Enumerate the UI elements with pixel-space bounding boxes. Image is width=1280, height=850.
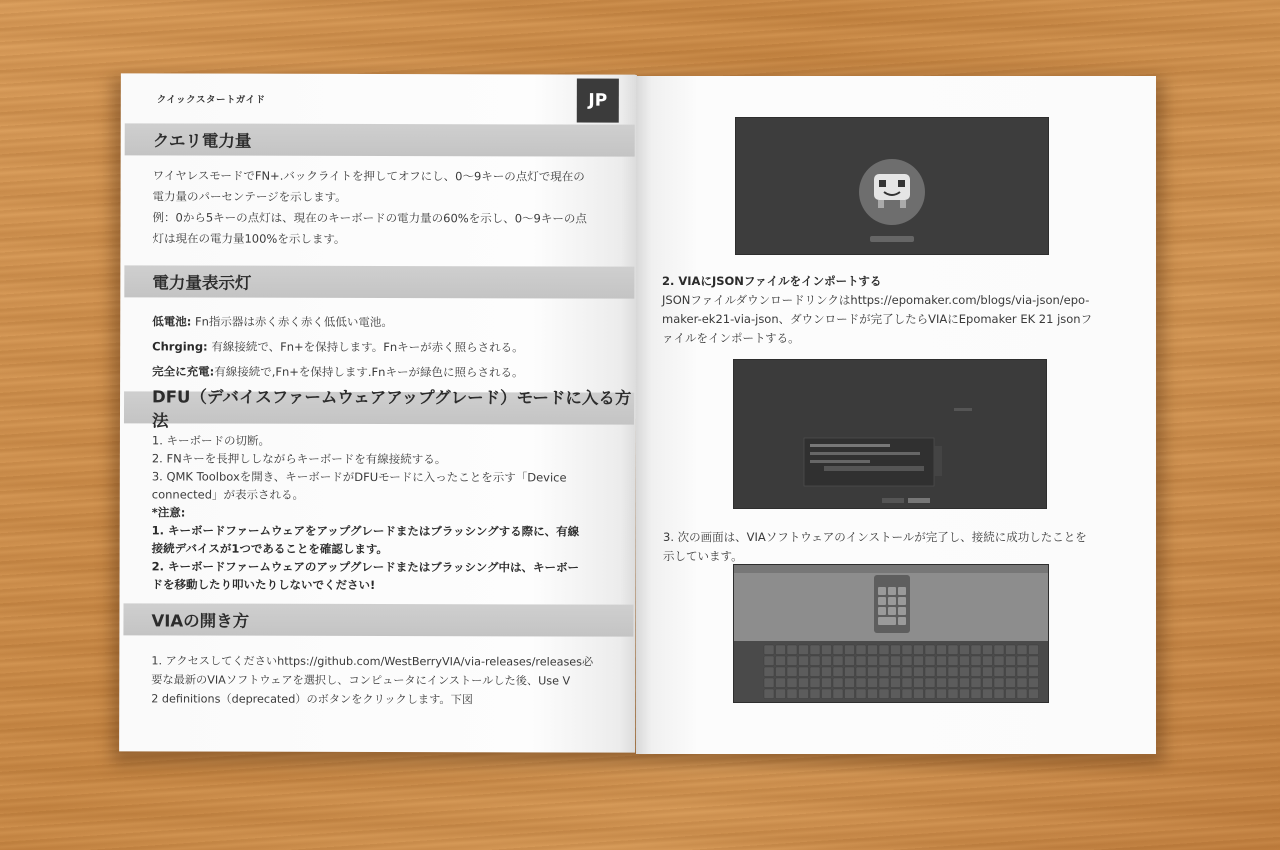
section-heading-via: VIAの開き方 xyxy=(123,603,633,636)
text-line: 1. アクセスしてくださいhttps://github.com/WestBerryVIA/via-releases/releases必 xyxy=(151,654,594,669)
keycap-thumbnail xyxy=(810,689,820,699)
keycap-thumbnail xyxy=(799,645,809,655)
keycap-thumbnail xyxy=(891,678,901,688)
import-dialog-icon xyxy=(734,360,1046,508)
text-line: ドを移動したり叩いたりしないでください! xyxy=(151,577,376,592)
keycap-thumbnail xyxy=(1006,645,1016,655)
keycap-thumbnail xyxy=(764,656,774,666)
keycap-thumbnail xyxy=(902,667,912,677)
keycap-thumbnail xyxy=(764,645,774,655)
keycap-thumbnail xyxy=(971,667,981,677)
keycap-thumbnail xyxy=(868,667,878,677)
keycap-thumbnail xyxy=(983,678,993,688)
section-heading-power-indicator: 電力量表示灯 xyxy=(124,265,634,298)
keycap-thumbnail xyxy=(822,656,832,666)
text-line: JSONファイルダウンロードリンクはhttps://epomaker.com/blogs/via-json/epo- xyxy=(662,293,1090,307)
keycap-thumbnail xyxy=(937,645,947,655)
keycap-thumbnail xyxy=(1006,667,1016,677)
keycap-thumbnail xyxy=(1017,656,1027,666)
keycap-thumbnail xyxy=(776,678,786,688)
low-battery-line xyxy=(152,309,617,335)
keycap-thumbnail xyxy=(1029,689,1039,699)
section-heading-power-query: クエリ電力量 xyxy=(125,123,635,156)
keycap-thumbnail xyxy=(879,667,889,677)
keycap-thumbnail xyxy=(891,689,901,699)
step2-text xyxy=(662,272,1122,348)
keycap-thumbnail xyxy=(799,689,809,699)
keycap-thumbnail xyxy=(948,678,958,688)
text-line: 2. FNキーを長押ししながらキーボードを有線接続する。 xyxy=(151,451,447,467)
page-header: クイックスタートガイド xyxy=(156,94,266,106)
charging-line xyxy=(152,334,617,360)
keycap-thumbnail xyxy=(914,667,924,677)
keycap-thumbnail xyxy=(994,667,1004,677)
keycap-thumbnail xyxy=(902,689,912,699)
keycap-thumbnail xyxy=(868,645,878,655)
keycap-thumbnail xyxy=(856,678,866,688)
keycap-thumbnail xyxy=(810,678,820,688)
keycap-thumbnail xyxy=(799,656,809,666)
keycap-thumbnail xyxy=(787,678,797,688)
left-page xyxy=(119,73,637,752)
keycap-thumbnail xyxy=(810,667,820,677)
keycap-thumbnail xyxy=(787,656,797,666)
text-line: 2 definitions（deprecated）のボタンをクリックします。下図 xyxy=(151,692,473,707)
keycap-thumbnail xyxy=(776,656,786,666)
via-text xyxy=(151,651,616,709)
keycap-thumbnail xyxy=(937,689,947,699)
label-bold: 低電池: xyxy=(152,314,192,329)
keycap-thumbnail xyxy=(1017,667,1027,677)
keycap-thumbnail xyxy=(879,656,889,666)
keycap-thumbnail xyxy=(856,645,866,655)
keycap-thumbnail xyxy=(925,656,935,666)
keycap-thumbnail xyxy=(822,689,832,699)
power-indicator-text xyxy=(152,309,617,385)
keycap-thumbnail xyxy=(914,678,924,688)
keycap-thumbnail xyxy=(925,678,935,688)
text-line: 1. キーボードファームウェアをアップグレードまたはブラッシングする際に、有線 xyxy=(151,523,580,539)
text-line: 要な最新のVIAソフトウェアを選択し、コンピュータにインストールした後、Use V xyxy=(151,673,571,688)
keycap-thumbnail xyxy=(971,678,981,688)
keycap-thumbnail xyxy=(994,689,1004,699)
keycap-thumbnail xyxy=(833,645,843,655)
step2-title: 2. VIAにJSONファイルをインポートする xyxy=(662,274,882,288)
keycap-thumbnail xyxy=(960,678,970,688)
via-main-screenshot xyxy=(733,564,1049,703)
text-line: 電力量のパーセンテージを示します。 xyxy=(152,189,347,204)
keycap-thumbnail xyxy=(1006,656,1016,666)
keycap-thumbnail xyxy=(776,645,786,655)
keycap-thumbnail xyxy=(1006,689,1016,699)
dfu-text xyxy=(152,431,617,594)
keycap-thumbnail xyxy=(776,667,786,677)
keycap-thumbnail xyxy=(925,689,935,699)
keycap-thumbnail xyxy=(799,667,809,677)
right-page xyxy=(636,76,1156,754)
keycap-thumbnail xyxy=(845,645,855,655)
keycap-thumbnail xyxy=(868,656,878,666)
label-text: Fn指示器は赤く赤く赤く低低い電池。 xyxy=(191,314,393,330)
keycap-thumbnail xyxy=(891,645,901,655)
keycap-thumbnail xyxy=(891,667,901,677)
keycap-thumbnail xyxy=(983,645,993,655)
keycap-thumbnail xyxy=(960,645,970,655)
keycap-thumbnail xyxy=(960,689,970,699)
json-import-screenshot xyxy=(733,359,1047,509)
note-label: *注意: xyxy=(151,505,186,520)
section-heading-dfu: DFU（デバイスファームウェアアップグレード）モードに入る方法 xyxy=(124,391,634,424)
keycap-thumbnail xyxy=(856,667,866,677)
keycap-thumbnail xyxy=(856,689,866,699)
keycap-thumbnail xyxy=(925,667,935,677)
keyboard-layout-icon xyxy=(734,565,1048,702)
keycap-thumbnail xyxy=(948,689,958,699)
text-line: 3. QMK Toolboxを開き、キーボードがDFUモードに入ったことを示す「Device xyxy=(151,469,567,485)
keycap-thumbnail xyxy=(960,656,970,666)
keycap-thumbnail xyxy=(937,656,947,666)
keycap-thumbnail xyxy=(764,667,774,677)
keycap-thumbnail xyxy=(1017,689,1027,699)
keycap-thumbnail xyxy=(845,656,855,666)
power-query-text xyxy=(152,165,617,250)
label-bold: 完全に充電: xyxy=(152,364,215,379)
label-bold: Chrging: xyxy=(152,339,208,354)
text-line: 灯は現在の電力量100%を示します。 xyxy=(152,231,346,246)
text-line: 例：0から5キーの点灯は、現在のキーボードの電力量の60%を示し、0～9キーの点 xyxy=(152,210,587,226)
keycap-thumbnail xyxy=(914,645,924,655)
label-text: 有線接続で,Fn+を保持します.Fnキーが緑色に照らされる。 xyxy=(214,364,524,380)
text-line: ワイヤレスモードでFN+.バックライトを押してオフにし、0～9キーの点灯で現在の xyxy=(152,168,585,184)
keycap-thumbnail xyxy=(937,667,947,677)
keycap-thumbnail xyxy=(879,689,889,699)
via-splash-screenshot xyxy=(735,117,1049,255)
keycap-thumbnail xyxy=(799,678,809,688)
keycap-thumbnail xyxy=(868,678,878,688)
keycap-thumbnail xyxy=(960,667,970,677)
text-line: connected」が表示される。 xyxy=(151,487,305,502)
keycap-thumbnail xyxy=(948,667,958,677)
full-charge-line xyxy=(152,359,617,385)
keycap-thumbnail xyxy=(868,689,878,699)
keycap-thumbnail xyxy=(787,645,797,655)
step3-text xyxy=(663,528,1133,566)
keycap-thumbnail xyxy=(1017,678,1027,688)
keycap-thumbnail xyxy=(914,656,924,666)
keycap-thumbnail xyxy=(776,689,786,699)
keycap-thumbnail xyxy=(787,689,797,699)
keycap-thumbnail xyxy=(994,656,1004,666)
text-line: 1. キーボードの切断。 xyxy=(151,433,271,448)
keycap-thumbnail xyxy=(833,667,843,677)
keycap-thumbnail xyxy=(971,656,981,666)
keycap-thumbnail xyxy=(833,656,843,666)
text-line: ァイルをインポートする。 xyxy=(662,331,800,345)
keycap-thumbnail xyxy=(902,678,912,688)
text-line: 2. キーボードファームウェアのアップグレードまたはブラッシング中は、キーボー xyxy=(151,559,580,575)
label-text: 有線接続で、Fn+を保持します。Fnキーが赤く照らされる。 xyxy=(207,339,524,355)
keycap-thumbnail xyxy=(983,656,993,666)
keycap-thumbnail xyxy=(879,678,889,688)
keycap-thumbnail xyxy=(845,689,855,699)
keycap-thumbnail xyxy=(787,667,797,677)
keycap-thumbnail xyxy=(764,689,774,699)
keycap-thumbnail xyxy=(994,645,1004,655)
keycap-thumbnail xyxy=(1006,678,1016,688)
keycap-thumbnail xyxy=(833,689,843,699)
keycap-thumbnail xyxy=(937,678,947,688)
keycap-thumbnail xyxy=(1029,667,1039,677)
keycap-thumbnail xyxy=(983,689,993,699)
keycap-thumbnail xyxy=(983,667,993,677)
text-line: maker-ek21-via-json、ダウンロードが完了したらVIAにEpomaker EK 21 jsonフ xyxy=(662,312,1093,326)
keycap-thumbnail xyxy=(902,656,912,666)
keycap-thumbnail xyxy=(948,645,958,655)
keycap-thumbnail xyxy=(822,667,832,677)
text-line: 3. 次の画面は、VIAソフトウェアのインストールが完了し、接続に成功したことを xyxy=(663,530,1087,544)
via-logo-icon xyxy=(736,118,1048,254)
keycap-thumbnail xyxy=(1029,678,1039,688)
keycap-thumbnail xyxy=(1017,645,1027,655)
text-line: 示しています。 xyxy=(663,549,743,563)
keycap-thumbnail xyxy=(764,678,774,688)
keycap-thumbnail xyxy=(1029,645,1039,655)
keycap-thumbnail xyxy=(891,656,901,666)
keycap-thumbnail xyxy=(845,678,855,688)
keycap-thumbnail xyxy=(845,667,855,677)
keycap-thumbnail xyxy=(925,645,935,655)
keycap-thumbnail xyxy=(971,689,981,699)
keycap-thumbnail xyxy=(879,645,889,655)
keycap-thumbnail xyxy=(810,656,820,666)
keycap-thumbnail xyxy=(822,645,832,655)
keycap-thumbnail xyxy=(856,656,866,666)
keycap-thumbnail xyxy=(914,689,924,699)
keycap-thumbnail xyxy=(971,645,981,655)
keycap-thumbnail xyxy=(1029,656,1039,666)
keycap-thumbnail xyxy=(822,678,832,688)
text-line: 接続デバイスが1つであることを確認します。 xyxy=(151,541,388,557)
keycap-thumbnail xyxy=(994,678,1004,688)
keycap-thumbnail xyxy=(833,678,843,688)
keycap-thumbnail xyxy=(810,645,820,655)
language-tab: JP xyxy=(577,79,619,123)
keycap-thumbnail xyxy=(902,645,912,655)
keycap-thumbnail xyxy=(948,656,958,666)
